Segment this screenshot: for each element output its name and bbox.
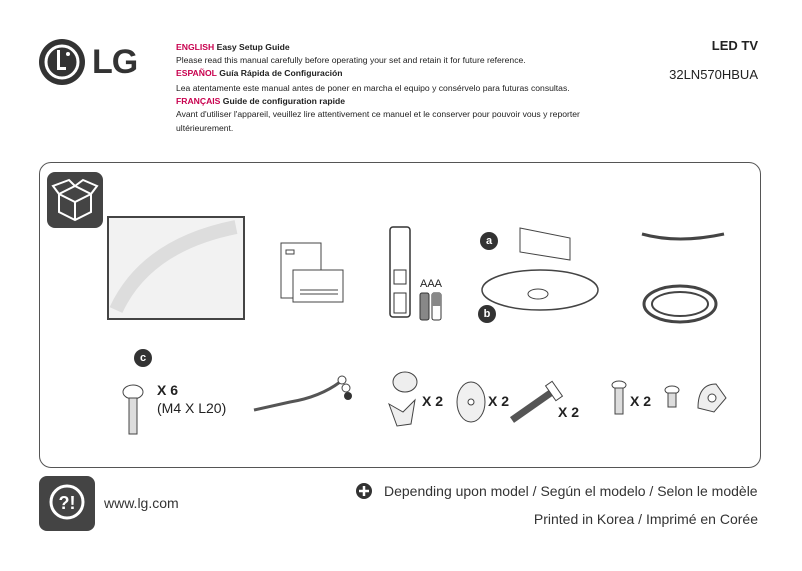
remote-icon xyxy=(388,225,412,320)
intro-body: Avant d'utiliser l'appareil, veuillez lire attentivement ce manuel et le conserver pour pouvoir vous y reporter ultérieurement. xyxy=(176,109,580,133)
lang-spanish: ESPAÑOL xyxy=(176,68,217,79)
washer-quantity: X 2 xyxy=(488,393,510,409)
guide-title: Guía Rápida de Configuración xyxy=(219,68,343,79)
screw-icon xyxy=(120,382,146,437)
nut-icon xyxy=(385,368,421,430)
intro-text xyxy=(176,41,636,135)
nut-quantity: X 2 xyxy=(422,393,444,409)
manual-icon xyxy=(278,238,348,308)
label-b: b xyxy=(478,305,496,323)
plus-icon xyxy=(355,482,373,500)
bolt-quantity: X 2 xyxy=(558,404,580,420)
small-screw-quantity: X 2 xyxy=(630,393,652,409)
lang-english: ENGLISH xyxy=(176,42,215,52)
lg-logo xyxy=(38,38,137,86)
product-info xyxy=(669,38,758,82)
printed-in: Printed in Korea / Imprimé en Corée xyxy=(533,511,758,527)
guide-title: Easy Setup Guide xyxy=(216,42,290,52)
washer-icon xyxy=(453,380,489,425)
stand-icon xyxy=(480,220,620,330)
label-c: c xyxy=(134,349,152,367)
svg-text:?!: ?! xyxy=(58,493,76,513)
small-screw-icon xyxy=(610,380,628,416)
tv-icon xyxy=(106,215,246,325)
logo-text: LG xyxy=(92,42,138,81)
model-note: Depending upon model / Según el modelo / Selon le modèle xyxy=(384,483,758,499)
av-cable-icon xyxy=(250,372,355,417)
lg-face-icon xyxy=(38,38,86,86)
lang-french: FRANÇAIS xyxy=(176,96,221,107)
intro-body: Please read this manual carefully before operating your set and retain it for future reference. xyxy=(176,55,526,66)
guide-title: Guide de configuration rapide xyxy=(222,96,346,107)
help-icon xyxy=(39,476,95,531)
label-a: a xyxy=(480,232,498,250)
short-screw-icon xyxy=(664,385,680,409)
intro-body: Lea atentamente este manual antes de poner en marcha el equipo y consérvelo para futuras consultas. xyxy=(176,83,570,94)
bolt-icon xyxy=(508,378,568,428)
battery-icon xyxy=(419,292,443,322)
website-link[interactable]: www.lg.com xyxy=(104,495,179,511)
model-number: 32LN570HBUA xyxy=(669,67,758,82)
product-type: LED TV xyxy=(711,38,758,53)
box-icon xyxy=(47,172,103,228)
battery-label: AAA xyxy=(420,278,443,290)
cable-tie-and-power-cord-icon xyxy=(638,222,728,337)
screw-spec: (M4 X L20) xyxy=(157,400,227,416)
screw-quantity: X 6 xyxy=(157,382,179,398)
cable-holder-icon xyxy=(692,378,732,418)
